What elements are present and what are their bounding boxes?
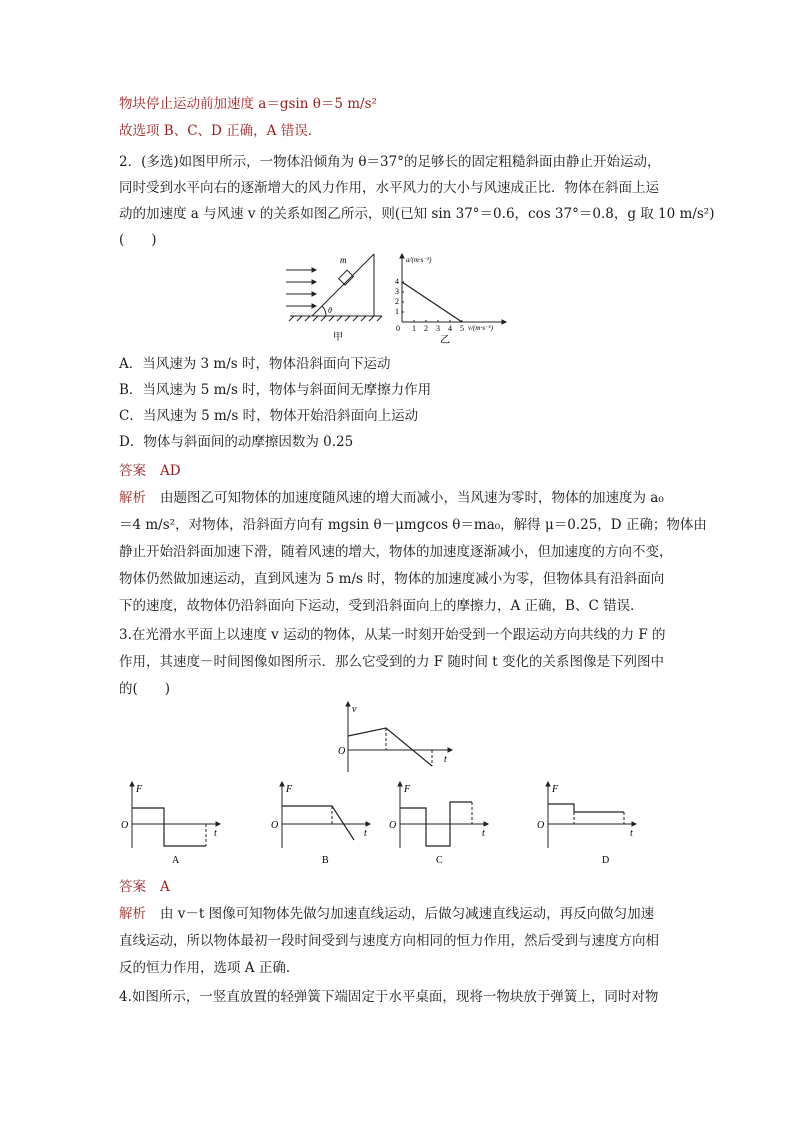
fa-y-label: F [136, 784, 143, 795]
x-tick-3: 3 [436, 324, 440, 333]
t-axis-label: t [444, 754, 447, 765]
prev-line-2: 故选项 B、C、D 正确，A 错误. [119, 123, 312, 139]
q2-stem-1: 2．(多选)如图甲所示，一物体沿倾角为 θ＝37°的足够长的固定粗糙斜面由静止开始运动， [119, 154, 661, 170]
fc-x-label: t [482, 828, 485, 839]
q2-analysis-text-1: 由题图乙可知物体的加速度随风速的增大而减小，当风速为零时，物体的加速度为 a₀ [160, 490, 664, 506]
q3-stem-1: 3.在光滑水平面上以速度 v 运动的物体，从某一时刻开始受到一个跟运动方向共线的力 F 的 [119, 627, 666, 643]
q2-analysis-5: 下的速度，故物体仍沿斜面向下运动，受到沿斜面向上的摩擦力，A 正确，B、C 错误． [119, 598, 644, 614]
q2-stem-3: 动的加速度 a 与风速 v 的关系如图乙所示，则(已知 sin 37°＝0.6，cos 37°＝0.8，g 取 10 m/s²) [119, 206, 715, 222]
q2-analysis-1 [119, 488, 664, 508]
a-v-graph [392, 250, 510, 348]
fa-caption: A [172, 855, 180, 866]
f-t-graph-a [118, 780, 228, 868]
q2-answer-value: AD [160, 463, 181, 479]
x-tick-2: 2 [424, 324, 428, 333]
x-tick-5: 5 [460, 324, 464, 333]
q2-stem-4: ( ) [119, 232, 157, 248]
q3-analysis-text-1: 由 v－t 图像可知物体先做匀加速直线运动，后做匀减速直线运动，再反向做匀加速 [160, 906, 655, 922]
fa-origin: O [121, 820, 129, 831]
f-t-graph-d [534, 780, 644, 868]
q2-option-c: C．当风速为 5 m/s 时，物体开始沿斜面向上运动 [119, 408, 419, 424]
fig-jia-caption: 甲 [333, 332, 343, 343]
y-tick-2: 2 [395, 297, 399, 306]
y-tick-3: 3 [395, 287, 399, 296]
q3-analysis-2: 直线运动，所以物体最初一段时间受到与速度方向相同的恒力作用，然后受到与速度方向相 [119, 933, 659, 949]
q3-answer-label: 答案 [119, 879, 146, 895]
fb-caption: B [322, 855, 329, 866]
q2-stem-2: 同时受到水平向右的逐渐增大的风力作用，水平风力的大小与风速成正比．物体在斜面上运 [119, 180, 659, 196]
a-axis-label: a/(m·s⁻²) [406, 256, 432, 264]
q2-option-b: B．当风速为 5 m/s 时，物体与斜面间无摩擦力作用 [119, 382, 432, 398]
prev-line-1: 物块停止运动前加速度 a＝gsin θ＝5 m/s² [119, 96, 377, 112]
fd-caption: D [602, 855, 610, 866]
v-axis-label: v [352, 704, 357, 715]
q2-analysis-label: 解析 [119, 490, 146, 506]
incline-figure [282, 248, 394, 346]
fa-x-label: t [214, 828, 217, 839]
v-t-curve [348, 728, 432, 766]
q3-analysis-1 [119, 904, 654, 924]
q2-option-a: A．当风速为 3 m/s 时，物体沿斜面向下运动 [119, 356, 391, 372]
q4-stem-1: 4.如图所示，一竖直放置的轻弹簧下端固定于水平桌面，现将一物块放于弹簧上，同时对物 [119, 989, 659, 1005]
x-tick-4: 4 [448, 324, 452, 333]
fc-caption: C [436, 855, 443, 866]
q3-stem-2: 作用，其速度－时间图像如图所示．那么它受到的力 F 随时间 t 变化的关系图像是下列图中 [119, 654, 664, 670]
wind-arrows [286, 268, 316, 308]
y-tick-1: 1 [395, 307, 399, 316]
q3-answer-value: A [160, 879, 170, 895]
f-t-graph-c [386, 780, 496, 868]
q3-answer [119, 877, 170, 897]
fc-origin: O [389, 820, 397, 831]
f-t-graph-b [268, 780, 378, 868]
q2-answer [119, 461, 181, 481]
y-tick-4: 4 [395, 277, 399, 286]
fb-y-label: F [286, 784, 293, 795]
angle-label: θ [328, 306, 332, 315]
q3-analysis-3: 反的恒力作用，选项 A 正确． [119, 960, 300, 976]
q2-option-d: D．物体与斜面间的动摩擦因数为 0.25 [119, 434, 354, 450]
x-tick-1: 1 [412, 324, 416, 333]
origin-label: 0 [396, 324, 400, 333]
a-v-data-line [402, 282, 462, 322]
fc-y-label: F [404, 784, 411, 795]
fd-x-label: t [630, 828, 633, 839]
q2-analysis-3: 静止开始沿斜面加速下滑，随着风速的增大，物体的加速度逐渐减小，但加速度的方向不变， [119, 544, 673, 560]
vt-origin-label: O [338, 746, 346, 757]
v-t-graph [336, 700, 460, 776]
fd-origin: O [537, 820, 545, 831]
q2-analysis-2: ＝4 m/s²，对物体，沿斜面方向有 mgsin θ－μmgcos θ＝ma₀，解得 μ＝0.25，D 正确；物体由 [119, 517, 707, 533]
v-axis-label: v/(m·s⁻¹) [468, 324, 494, 332]
fig-yi-caption: 乙 [440, 335, 450, 346]
mass-label: m [340, 255, 347, 265]
q3-stem-3: 的( ) [119, 681, 171, 697]
fd-y-label: F [552, 784, 559, 795]
q2-answer-label: 答案 [119, 463, 146, 479]
q3-analysis-label: 解析 [119, 906, 146, 922]
q2-analysis-4: 物体仍然做加速运动，直到风速为 5 m/s 时，物体的加速度减小为零，但物体具有沿斜面向 [119, 571, 665, 587]
fb-x-label: t [364, 828, 367, 839]
fb-origin: O [271, 820, 279, 831]
